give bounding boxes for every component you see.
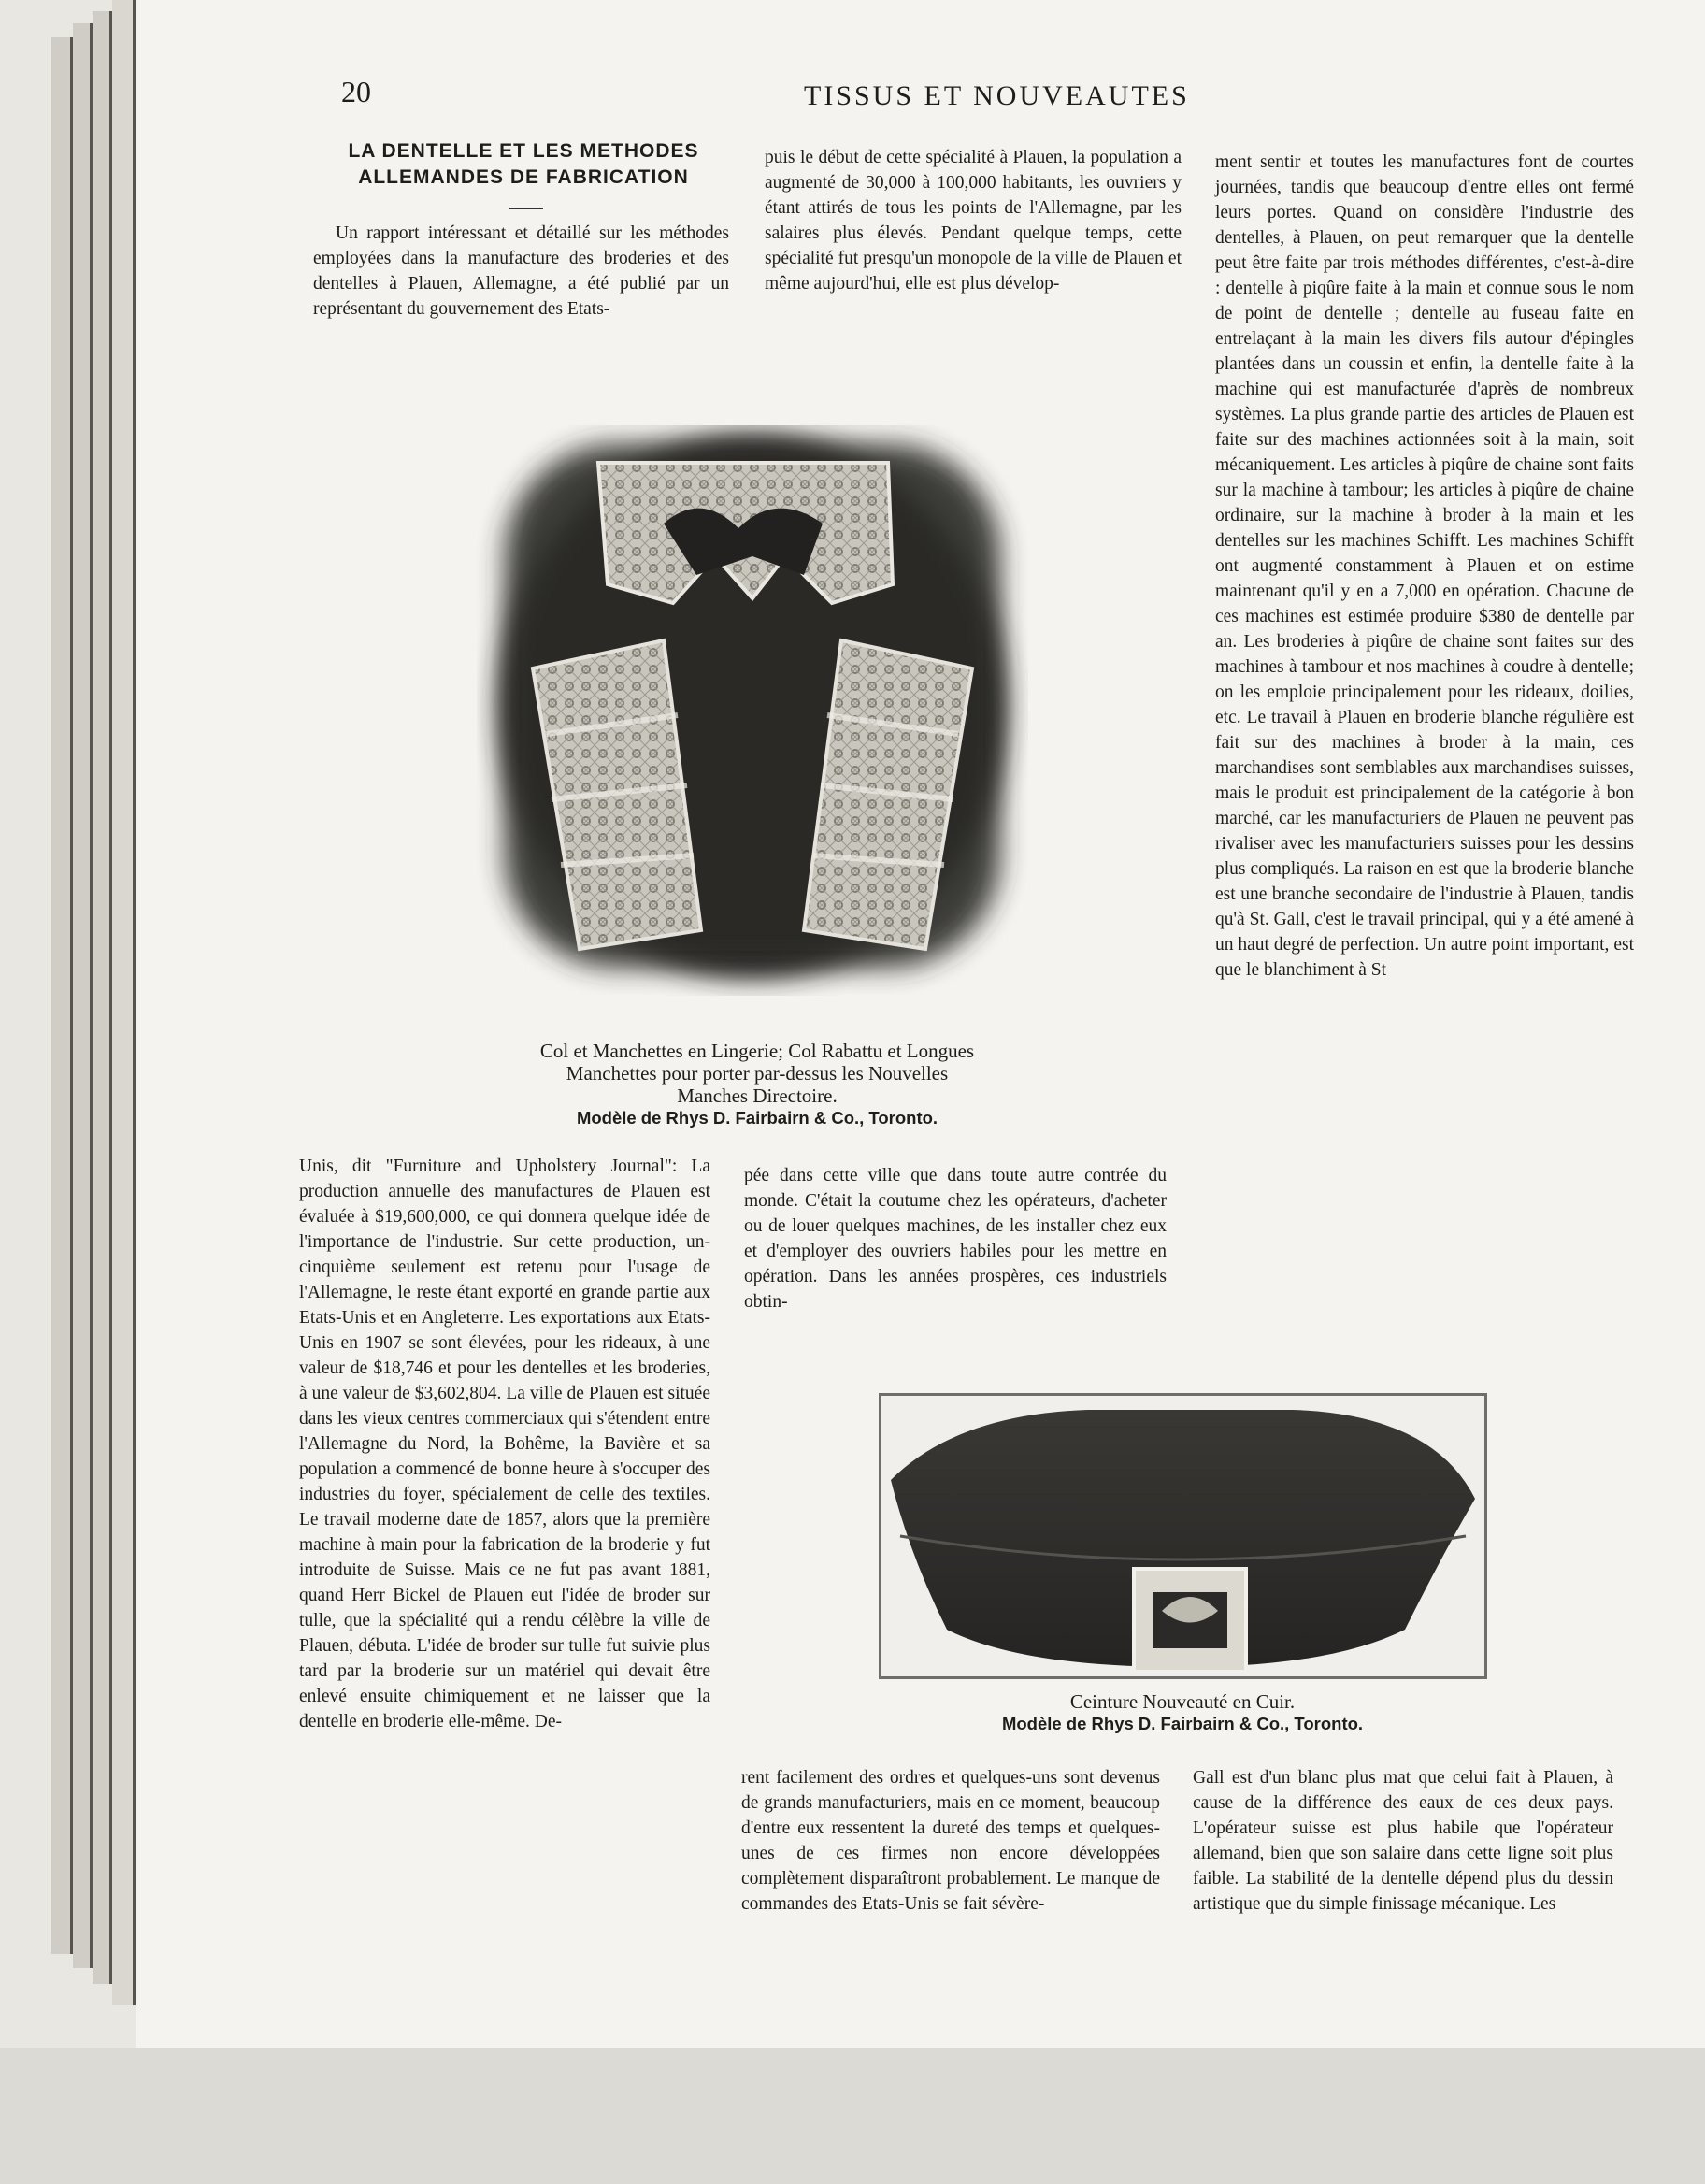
paragraph: Unis, dit "Furniture and Upholstery Journal": La production annuelle des manufactures de Plauen est évaluée à $19,600,000, ce qui donnera quelque idée de l'importance de l'industrie. Sur cette production, un-cinquième seulement est retenu pour l'usage de l'Allemagne, le reste étant exporté en grande partie aux Etats-Unis et en Angleterre. Les exportations aux Etats-Unis en 1907 se sont élevées, pour les rideaux, à une valeur de $18,746 et pour les dentelles et les broderies, à une valeur de $3,602,804. La ville de Plauen est située dans les vieux centres commerciaux qui s'étendent entre l'Allemagne du Nord, la Bohême, la Bavière et sa population a commencé de bonne heure à s'occuper des industries du foyer, spécialement de celle des textiles. Le travail moderne date de 1857, alors que la première machine à main pour la fabrication de la broderie y fut introduite de Suisse. Mais ce ne fut pas avant 1881, quand Herr Bickel de Plauen eut l'idée de broder sur tulle, que la spécialité qui a rendu célèbre la ville de Plauen, débuta. L'idée de broder sur tulle fut suivie plus tard par la broderie sur un matériel qui devait être enlevé ensuite chimiquement et ne laisser que la dentelle en broderie elle-même. De- xyxy=(299,1157,710,1731)
collar-cuffs-photo xyxy=(477,425,1028,996)
article-title-line: ALLEMANDES DE FABRICATION xyxy=(358,166,689,188)
caption-line: Ceinture Nouveauté en Cuir. xyxy=(1069,1690,1296,1713)
paragraph: ment sentir et toutes les manufactures font de courtes journées, tandis que beaucoup d'entre elles ont fermé leurs portes. Quand on considère l'industrie des dentelles, à Plauen, on peut remarquer que la dentelle peut être faite par trois méthodes différentes, c'est-à-dire : dentelle à piqûre faite à la main et connue sous le nom de point de dentelle ; dentelle au fuseau faite en entrelaçant à la main les divers fils autour d'épingles plantées dans un coussin et enfin, la dentelle faite à la machine qui est manufacturée d'après de nombreux systèmes. La plus grande partie des articles de Plauen est faite sur des machines actionnées soit à la main, soit mécaniquement. Les articles à piqûre de chaine sont faits sur la machine à tambour; les articles à piqûre de chaine ordinaire, sur la machine à broder à la main et les dentelles sur les machines Schifft. Les machines Schifft ont augmenté constamment à Plauen et on estime maintenant qu'il y en a 7,000 en opération. Chacune de ces machines est estimée produire $380 de dentelle par an. Les broderies à piqûre de chaine sont faites sur des machines à tambour et nos machines à coudre à dentelle; on les emploie principalement pour les rideaux, doilies, etc. Le travail à Plauen en broderie blanche régulière est fait sur des machines à broder à la main, ces marchandises sont semblables aux marchandises suisses, mais le produit est principalement de la catégorie à bon marché, car les manufacturiers de Plauen ne peuvent pas rivaliser avec les manufacturiers suisses pour les dessins plus compliqués. La raison en est que la broderie blanche est une branche secondaire de l'industrie à Plauen, tandis qu'à St. Gall, c'est le travail principal, qui y a été amené à un haut degré de perfection. Un autre point important, est que le blanchiment à St xyxy=(1215,152,1634,980)
article-column-1 xyxy=(313,221,729,361)
book-page-edge xyxy=(73,23,93,1968)
figure-caption xyxy=(879,1690,1486,1735)
article-column-2 xyxy=(765,145,1182,360)
figure-credit: Modèle de Rhys D. Fairbairn & Co., Toronto. xyxy=(1001,1714,1364,1733)
paragraph: rent facilement des ordres et quelques-uns sont devenus de grands manufacturiers, mais en ce moment, beaucoup d'entre eux ressentent la dureté des temps et quelques-unes de ces firmes non encore développées complètement disparaîtront probablement. Le manque de commandes des Etats-Unis se fait sévère- xyxy=(741,1768,1160,1914)
article-title-line: LA DENTELLE ET LES METHODES xyxy=(348,140,699,162)
running-title: TISSUS ET NOUVEAUTES xyxy=(804,80,1190,111)
article-column-6 xyxy=(741,1765,1160,2008)
article-title xyxy=(308,138,738,191)
paragraph: Gall est d'un blanc plus mat que celui fait à Plauen, à cause de la différence des eaux de ces deux pays. L'opérateur suisse est plus habile que l'opérateur allemand, bien que son salaire dans cette ligne soit plus faible. La stabilité de la dentelle dépend plus du dessin artistique que du simple finissage mécanique. Les xyxy=(1193,1768,1613,1914)
article-column-4 xyxy=(299,1154,710,1958)
book-page-edge xyxy=(112,0,136,2005)
title-divider xyxy=(509,208,543,209)
article-column-3 xyxy=(1215,150,1634,1365)
article-column-5 xyxy=(744,1163,1167,1350)
paragraph: Un rapport intéressant et détaillé sur les méthodes employées dans la manufacture des broderies et des dentelles à Plauen, Allemagne, a été publié par un représentant du gouvernement des Etats- xyxy=(313,223,729,319)
book-page-edge xyxy=(51,37,73,1954)
belt-photo-frame xyxy=(879,1393,1487,1679)
paragraph: puis le début de cette spécialité à Plauen, la population a augmenté de 30,000 à 100,000 habitants, les ouvriers y étant attirés de tous les points de l'Allemagne, par les salaires plus élevés. Pendant quelque temps, cette spécialité fut presqu'un monopole de la ville de Plauen et même aujourd'hui, elle est plus dévelop- xyxy=(765,148,1182,294)
figure-credit: Modèle de Rhys D. Fairbairn & Co., Toronto. xyxy=(576,1108,938,1128)
article-column-7 xyxy=(1193,1765,1613,2008)
scan-background xyxy=(0,2048,1705,2184)
paragraph: pée dans cette ville que dans toute autre contrée du monde. C'était la coutume chez les opérateurs, d'acheter ou de louer quelques machines, de les installer chez eux et d'employer des ouvriers habiles pour les mettre en opération. Dans les années prospères, ces industriels obtin- xyxy=(744,1166,1167,1312)
caption-line: Manchettes pour porter par-dessus les Nouvelles xyxy=(566,1062,949,1085)
figure-caption xyxy=(355,1040,1159,1129)
page-number: 20 xyxy=(341,75,371,108)
leather-belt-photo xyxy=(881,1396,1484,1676)
caption-line: Col et Manchettes en Lingerie; Col Rabattu et Longues xyxy=(539,1040,975,1062)
caption-line: Manches Directoire. xyxy=(677,1085,838,1107)
book-page-edge xyxy=(93,11,112,1984)
